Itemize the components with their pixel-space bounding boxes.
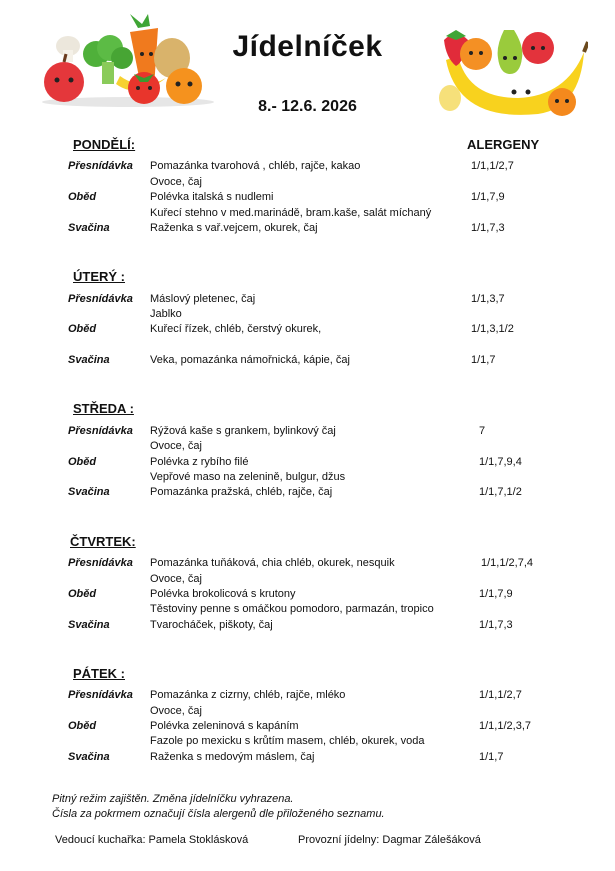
allergens-header: ALERGENY <box>467 137 540 152</box>
allergen-codes: 1/1,1/2,3,7 <box>479 720 531 732</box>
allergen-codes: 1/1,7,9 <box>471 191 505 203</box>
allergen-codes: 1/1,7,3 <box>471 222 505 234</box>
allergen-codes: 1/1,3,7 <box>471 293 505 305</box>
day-heading: PÁTEK : <box>73 666 125 681</box>
meal-label: Přesnídávka <box>68 293 133 305</box>
dish-line: Ovoce, čaj <box>150 705 202 717</box>
meal-label: Svačina <box>68 751 110 763</box>
meal-label: Přesnídávka <box>68 689 133 701</box>
meal-label: Přesnídávka <box>68 557 133 569</box>
meal-label: Svačina <box>68 354 110 366</box>
allergen-codes: 1/1,7 <box>471 354 496 366</box>
meal-label: Oběd <box>68 456 97 468</box>
meal-label: Svačina <box>68 222 110 234</box>
dish-line: Kuřecí řízek, chléb, čerstvý okurek, <box>150 323 322 335</box>
dish-line: Veka, pomazánka námořnická, kápie, čaj <box>150 354 350 366</box>
dish-line: Rýžová kaše s grankem, bylinkový čaj <box>150 425 336 437</box>
allergen-codes: 1/1,1/2,7,4 <box>481 557 533 569</box>
meal-label: Přesnídávka <box>68 160 133 172</box>
dish-line: Máslový pletenec, čaj <box>150 293 256 305</box>
allergen-codes: 1/1,3,1/2 <box>471 323 514 335</box>
dish-line: Polévka italská s nudlemi <box>150 191 274 203</box>
dish-line: Pomazánka tvarohová , chléb, rajče, kakao <box>150 160 361 172</box>
dish-line: Pomazánka tuňáková, chia chléb, okurek, nesquik <box>150 557 395 569</box>
meal-label: Svačina <box>68 619 110 631</box>
canteen-manager-signature: Provozní jídelny: Dagmar Zálešáková <box>298 834 481 846</box>
dish-line: Těstoviny penne s omáčkou pomodoro, parmazán, tropico <box>150 603 434 615</box>
meal-label: Přesnídávka <box>68 425 133 437</box>
allergen-codes: 1/1,7,1/2 <box>479 486 522 498</box>
date-range: 8.- 12.6. 2026 <box>258 98 357 115</box>
day-heading: ČTVRTEK: <box>70 534 136 549</box>
allergen-codes: 7 <box>479 425 486 437</box>
dish-line: Raženka s vař.vejcem, okurek, čaj <box>150 222 318 234</box>
meal-label: Svačina <box>68 486 110 498</box>
allergen-codes: 1/1,7,9,4 <box>479 456 522 468</box>
day-heading: PONDĚLÍ: <box>73 137 136 152</box>
dish-line: Polévka brokolicová s krutony <box>150 588 296 600</box>
head-cook-signature: Vedoucí kuchařka: Pamela Stoklásková <box>55 834 249 846</box>
dish-line: Jablko <box>150 308 182 320</box>
footer-note: Pitný režim zajištěn. Změna jídelníčku vyhrazena. <box>52 793 294 805</box>
meal-label: Oběd <box>68 588 97 600</box>
dish-line: Ovoce, čaj <box>150 440 202 452</box>
allergen-codes: 1/1,7 <box>479 751 504 763</box>
dish-line: Ovoce, čaj <box>150 176 202 188</box>
allergen-codes: 1/1,1/2,7 <box>479 689 522 701</box>
dish-line: Polévka z rybího filé <box>150 456 249 468</box>
dish-line: Pomazánka pražská, chléb, rajče, čaj <box>150 486 333 498</box>
dish-line: Raženka s medovým máslem, čaj <box>150 751 315 763</box>
dish-line: Pomazánka z cizrny, chléb, rajče, mléko <box>150 689 346 701</box>
allergen-codes: 1/1,7,3 <box>479 619 513 631</box>
meal-label: Oběd <box>68 191 97 203</box>
allergen-codes: 1/1,7,9 <box>479 588 513 600</box>
dish-line: Polévka zeleninová s kapáním <box>150 720 299 732</box>
dish-line: Ovoce, čaj <box>150 573 202 585</box>
dish-line: Fazole po mexicku s krůtím masem, chléb, okurek, voda <box>150 735 425 747</box>
meal-label: Oběd <box>68 720 97 732</box>
day-heading: ÚTERÝ : <box>73 269 125 284</box>
day-heading: STŘEDA : <box>73 401 134 416</box>
dish-line: Vepřové maso na zelenině, bulgur, džus <box>150 471 346 483</box>
footer-note: Čísla za pokrmem označují čísla alergenů dle přiloženého seznamu. <box>52 808 385 820</box>
dish-line: Tvarocháček, piškoty, čaj <box>150 619 273 631</box>
meal-label: Oběd <box>68 323 97 335</box>
page-title: Jídelníček <box>232 30 383 63</box>
allergen-codes: 1/1,1/2,7 <box>471 160 514 172</box>
dish-line: Kuřecí stehno v med.marinádě, bram.kaše, salát míchaný <box>150 207 432 219</box>
